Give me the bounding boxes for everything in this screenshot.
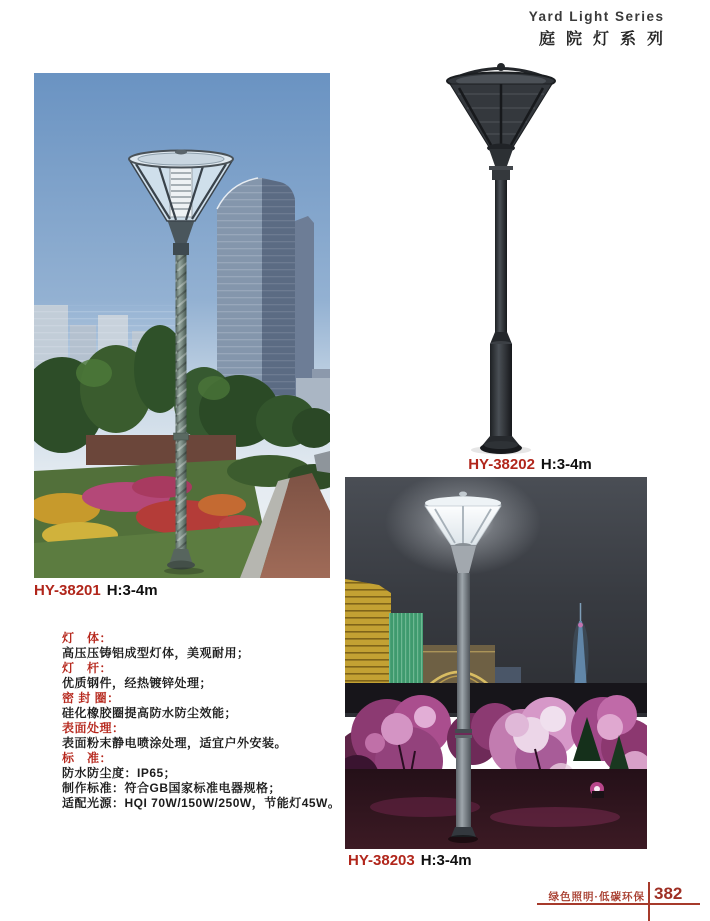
spec-list [62, 631, 340, 811]
product-photo-hy-38203 [345, 477, 647, 849]
spec-value-lamp-pole: 优质钢件，经热镀锌处理； [62, 676, 213, 690]
spec-heading-standard: 标 准： [62, 751, 113, 765]
spec-heading-surface: 表面处理： [62, 721, 125, 735]
series-title-zh: 庭院灯系列 [538, 31, 674, 48]
product-height: H:3-4m [540, 456, 592, 473]
product-height: H:3-4m [420, 852, 472, 869]
product-model: HY-38201 [34, 582, 101, 599]
spec-heading-lamp-pole: 灯 杆： [62, 661, 113, 675]
spotlight-fixture [590, 782, 604, 798]
product-model: HY-38203 [348, 852, 415, 869]
spec-value-seal-ring: 硅化橡胶圈提高防水防尘效能； [62, 706, 238, 720]
ground-light-pool [490, 807, 620, 827]
spec-value-lamp-body: 高压压铸铝成型灯体，美观耐用； [62, 646, 250, 660]
garden-wall [86, 435, 236, 465]
product-model: HY-38202 [468, 456, 535, 473]
spec-value-ip-rating: 防水防尘度：IP65； [62, 766, 177, 780]
product-label-hy-38202 [425, 456, 635, 474]
product-label-hy-38201 [34, 582, 158, 600]
product-label-hy-38203 [348, 852, 472, 870]
spec-heading-lamp-body: 灯 体： [62, 631, 113, 645]
footer-divider [648, 882, 650, 921]
series-title-en: Yard Light Series [528, 9, 665, 24]
page-number: 382 [654, 884, 683, 903]
spec-value-light-source: 适配光源：HQI 70W/150W/250W，节能灯45W。 [62, 796, 341, 810]
product-photo-hy-38201 [34, 73, 330, 578]
spec-heading-seal-ring: 密 封 圈： [62, 691, 120, 705]
spec-value-surface: 表面粉末静电喷涂处理，适宜户外安装。 [62, 736, 288, 750]
footer-slogan: 绿色照明·低碳环保 [548, 891, 645, 903]
spec-value-gb-standard: 制作标准：符合GB国家标准电器规格； [62, 781, 282, 795]
product-photo-hy-38202 [425, 60, 635, 455]
black-lamp-post [447, 63, 555, 455]
product-height: H:3-4m [106, 582, 158, 599]
